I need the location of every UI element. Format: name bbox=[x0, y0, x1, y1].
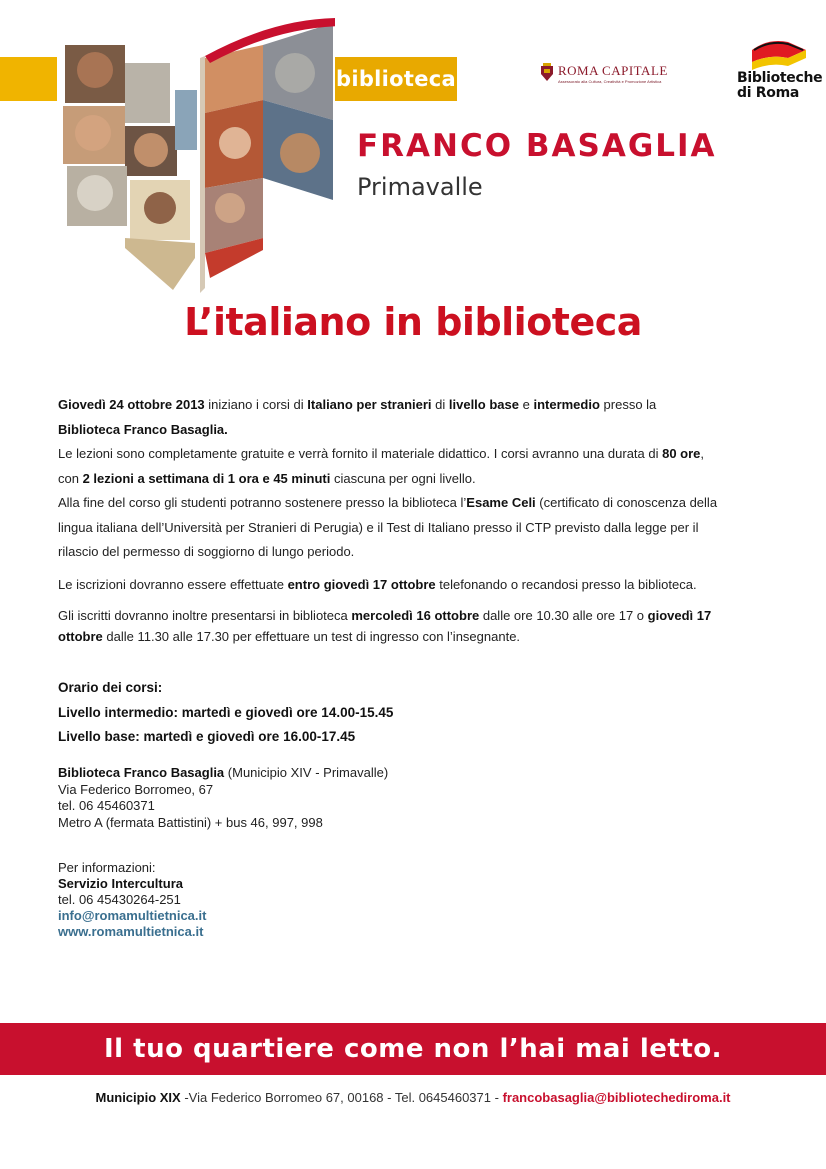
info-email-link[interactable]: info@romamultietnica.it bbox=[58, 908, 207, 923]
address-municipio: (Municipio XIV - Primavalle) bbox=[224, 765, 389, 780]
book-collage-logo bbox=[55, 18, 335, 298]
footer-contacts bbox=[0, 1090, 826, 1105]
level-base: livello base bbox=[448, 397, 519, 412]
course-duration: 80 ore bbox=[662, 446, 701, 461]
footer-address: -Via Federico Borromeo 67, 00168 - Tel. 0645460371 - bbox=[180, 1090, 503, 1105]
paragraph-course-start: Giovedì 24 ottobre 2013 iniziano i corsi di Italiano per stranieri di livello base e intermedio presso la Biblioteca Franco Basaglia. bbox=[58, 397, 657, 437]
biblioteca-tab: biblioteca bbox=[335, 57, 457, 101]
slogan-banner: Il tuo quartiere come non l’hai mai letto. bbox=[0, 1023, 826, 1075]
library-reference: Biblioteca Franco Basaglia. bbox=[58, 421, 228, 437]
library-address bbox=[58, 765, 658, 831]
address-library-name: Biblioteca Franco Basaglia bbox=[58, 765, 225, 780]
schedule-intermediate: Livello intermedio: martedì e giovedì ore 14.00-15.45 bbox=[58, 704, 394, 720]
paragraph-exam: Alla fine del corso gli studenti potranno sostenere presso la biblioteca l’Esame Celi (certificato di conoscenza della lingua italiana dell’Università per Stranieri di Perugia) e il Test di Italiano presso il CTP previsto dalla legge per il rilascio del permesso di soggiorno di lungo periodo. bbox=[58, 495, 718, 559]
bdr-logo-line1: Biblioteche bbox=[737, 70, 823, 86]
lesson-frequency: 2 lezioni a settimana di 1 ora e 45 minuti bbox=[82, 470, 331, 486]
library-name: FRANCO BASAGLIA bbox=[357, 128, 717, 164]
page-title: L’italiano in biblioteca bbox=[184, 300, 642, 344]
library-area: Primavalle bbox=[357, 173, 483, 201]
info-contacts bbox=[58, 860, 658, 940]
info-service: Servizio Intercultura bbox=[58, 876, 183, 891]
roma-capitale-name: ROMA CAPITALE bbox=[558, 63, 668, 78]
biblioteche-di-roma-logo bbox=[734, 36, 826, 104]
paragraph-entry-test: Gli iscritti dovranno inoltre presentarsi in biblioteca mercoledì 16 ottobre dalle ore 10.30 alle ore 17 o giovedì 17 ottobre dalle 11.30 alle 17.30 per effettuare un test di ingresso con l’insegnante. bbox=[58, 608, 712, 644]
info-website-link[interactable]: www.romamultietnica.it bbox=[58, 924, 204, 939]
course-name: Italiano per stranieri bbox=[307, 397, 432, 412]
test-day-2b: ottobre bbox=[58, 629, 103, 644]
schedule-base: Livello base: martedì e giovedì ore 16.00-17.45 bbox=[58, 729, 356, 744]
schedule-heading: Orario dei corsi: bbox=[58, 680, 163, 695]
info-label: Per informazioni: bbox=[58, 860, 156, 875]
level-intermediate: intermedio bbox=[533, 397, 600, 412]
footer-municipio: Municipio XIX bbox=[95, 1090, 181, 1105]
start-date: Giovedì 24 ottobre 2013 bbox=[58, 397, 205, 412]
paragraph-lessons: Le lezioni sono completamente gratuite e verrà fornito il materiale didattico. I corsi avranno una durata di 80 ore, con 2 lezioni a settimana di 1 ora e 45 minuti ciascuna per ogni livello. bbox=[58, 446, 705, 486]
announcement-body bbox=[58, 393, 770, 647]
registration-deadline: entro giovedì 17 ottobre bbox=[287, 576, 436, 592]
paragraph-registration: Le iscrizioni dovranno essere effettuate entro giovedì 17 ottobre telefonando o recandosi presso la biblioteca. bbox=[58, 576, 697, 592]
bdr-logo-line2: di Roma bbox=[737, 85, 800, 101]
info-phone: tel. 06 45430264-251 bbox=[58, 892, 181, 907]
roma-capitale-logo bbox=[540, 60, 675, 90]
test-day-2a: giovedì 17 bbox=[647, 608, 712, 623]
footer-email-link[interactable]: francobasaglia@bibliotechediroma.it bbox=[502, 1090, 731, 1105]
test-day-1: mercoledì 16 ottobre bbox=[351, 608, 480, 623]
address-street: Via Federico Borromeo, 67 bbox=[58, 781, 214, 797]
header-yellow-band bbox=[0, 57, 57, 101]
address-transport: Metro A (fermata Battistini) + bus 46, 997, 998 bbox=[58, 814, 323, 830]
course-schedule bbox=[58, 676, 658, 750]
roma-capitale-subtitle: Assessorato alla Cultura, Creatività e Promozione Artistica bbox=[558, 79, 662, 84]
exam-name: Esame Celi bbox=[466, 495, 536, 510]
roma-crest-icon bbox=[540, 63, 554, 81]
book-stack-icon bbox=[748, 36, 808, 72]
address-phone: tel. 06 45460371 bbox=[58, 798, 155, 813]
